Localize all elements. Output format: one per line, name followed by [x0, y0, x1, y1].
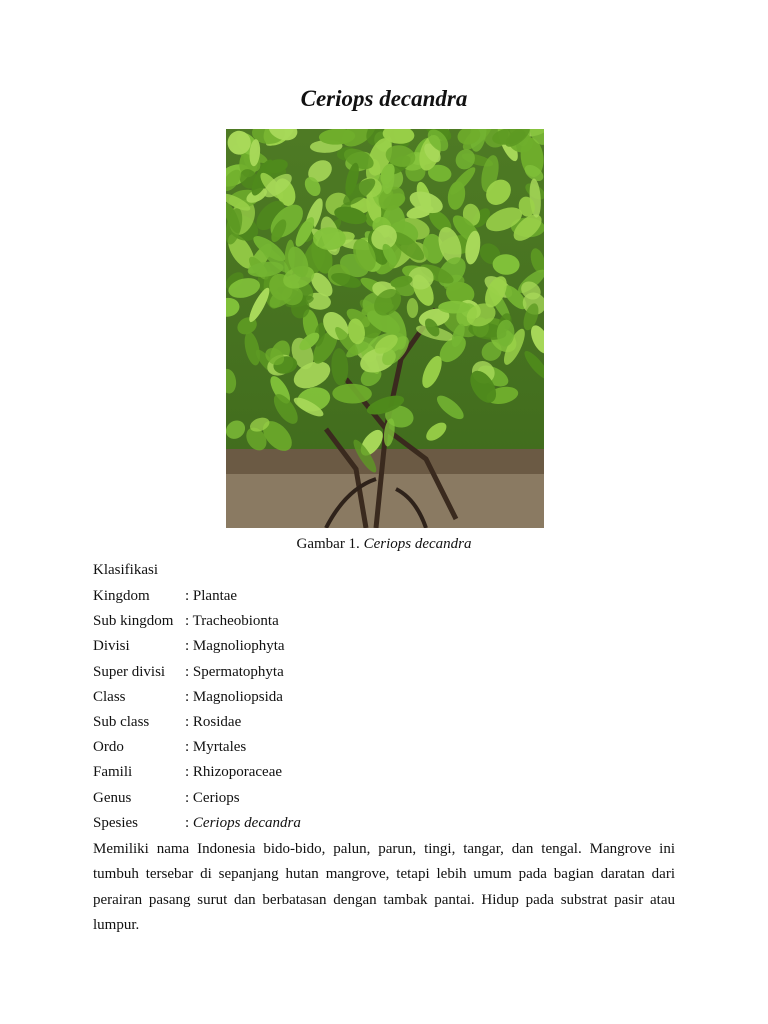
classification-row [93, 814, 301, 839]
classification-row [93, 637, 301, 662]
row-value: : Spermatophyta [185, 663, 284, 680]
page-title: Ceriops decandra [300, 86, 468, 111]
caption-species: Ceriops decandra [363, 536, 472, 552]
row-key: Sub kingdom [93, 613, 174, 630]
classification-row [93, 763, 301, 788]
row-value: : Ceriops [185, 789, 240, 806]
row-value: : Tracheobionta [185, 613, 279, 630]
row-value: : Rosidae [185, 713, 242, 730]
row-value-species: Ceriops decandra [192, 814, 301, 831]
row-key: Genus [93, 789, 132, 806]
row-key: Divisi [93, 638, 130, 655]
row-key: Famili [93, 764, 133, 781]
classification-row [93, 789, 301, 814]
row-key: Ordo [93, 739, 124, 756]
row-value: : Myrtales [185, 739, 247, 756]
row-value: : Magnoliopsida [185, 688, 283, 705]
classification-table [93, 587, 301, 839]
row-value: : Magnoliophyta [185, 638, 285, 655]
row-key: Class [93, 688, 126, 705]
leaf [438, 301, 470, 314]
classification-row [93, 738, 301, 763]
classification-heading: Klasifikasi [93, 562, 158, 578]
row-key: Spesies [93, 814, 138, 831]
caption-prefix: Gambar 1. [296, 536, 364, 552]
figure-caption [0, 536, 768, 553]
classification-row [93, 713, 301, 738]
row-key: Kingdom [93, 588, 150, 604]
row-value: : Plantae [185, 588, 238, 604]
row-key: Sub class [93, 713, 150, 730]
row-key: Super divisi [93, 663, 166, 680]
mangrove-shrub-image [226, 129, 544, 528]
classification-row [93, 612, 301, 637]
classification-row [93, 688, 301, 713]
row-value: : Rhizoporaceae [185, 764, 283, 781]
row-value-prefix: : [185, 814, 193, 831]
row-value [185, 814, 301, 839]
plant-photo [226, 129, 544, 528]
classification-row [93, 663, 301, 688]
classification-row [93, 587, 301, 612]
description-paragraph: Memiliki nama Indonesia bido-bido, palun, parun, tingi, tangar, dan tengal. Mangrove ini tumbuh tersebar di sepanjang hutan mangrove, tetapi lebih umum pada bagian daratan dari perairan pasang surut dan berbatasan dengan tambak pantai. Hidup pada substrat pasir atau lumpur. [93, 841, 675, 933]
leaf [313, 227, 346, 250]
